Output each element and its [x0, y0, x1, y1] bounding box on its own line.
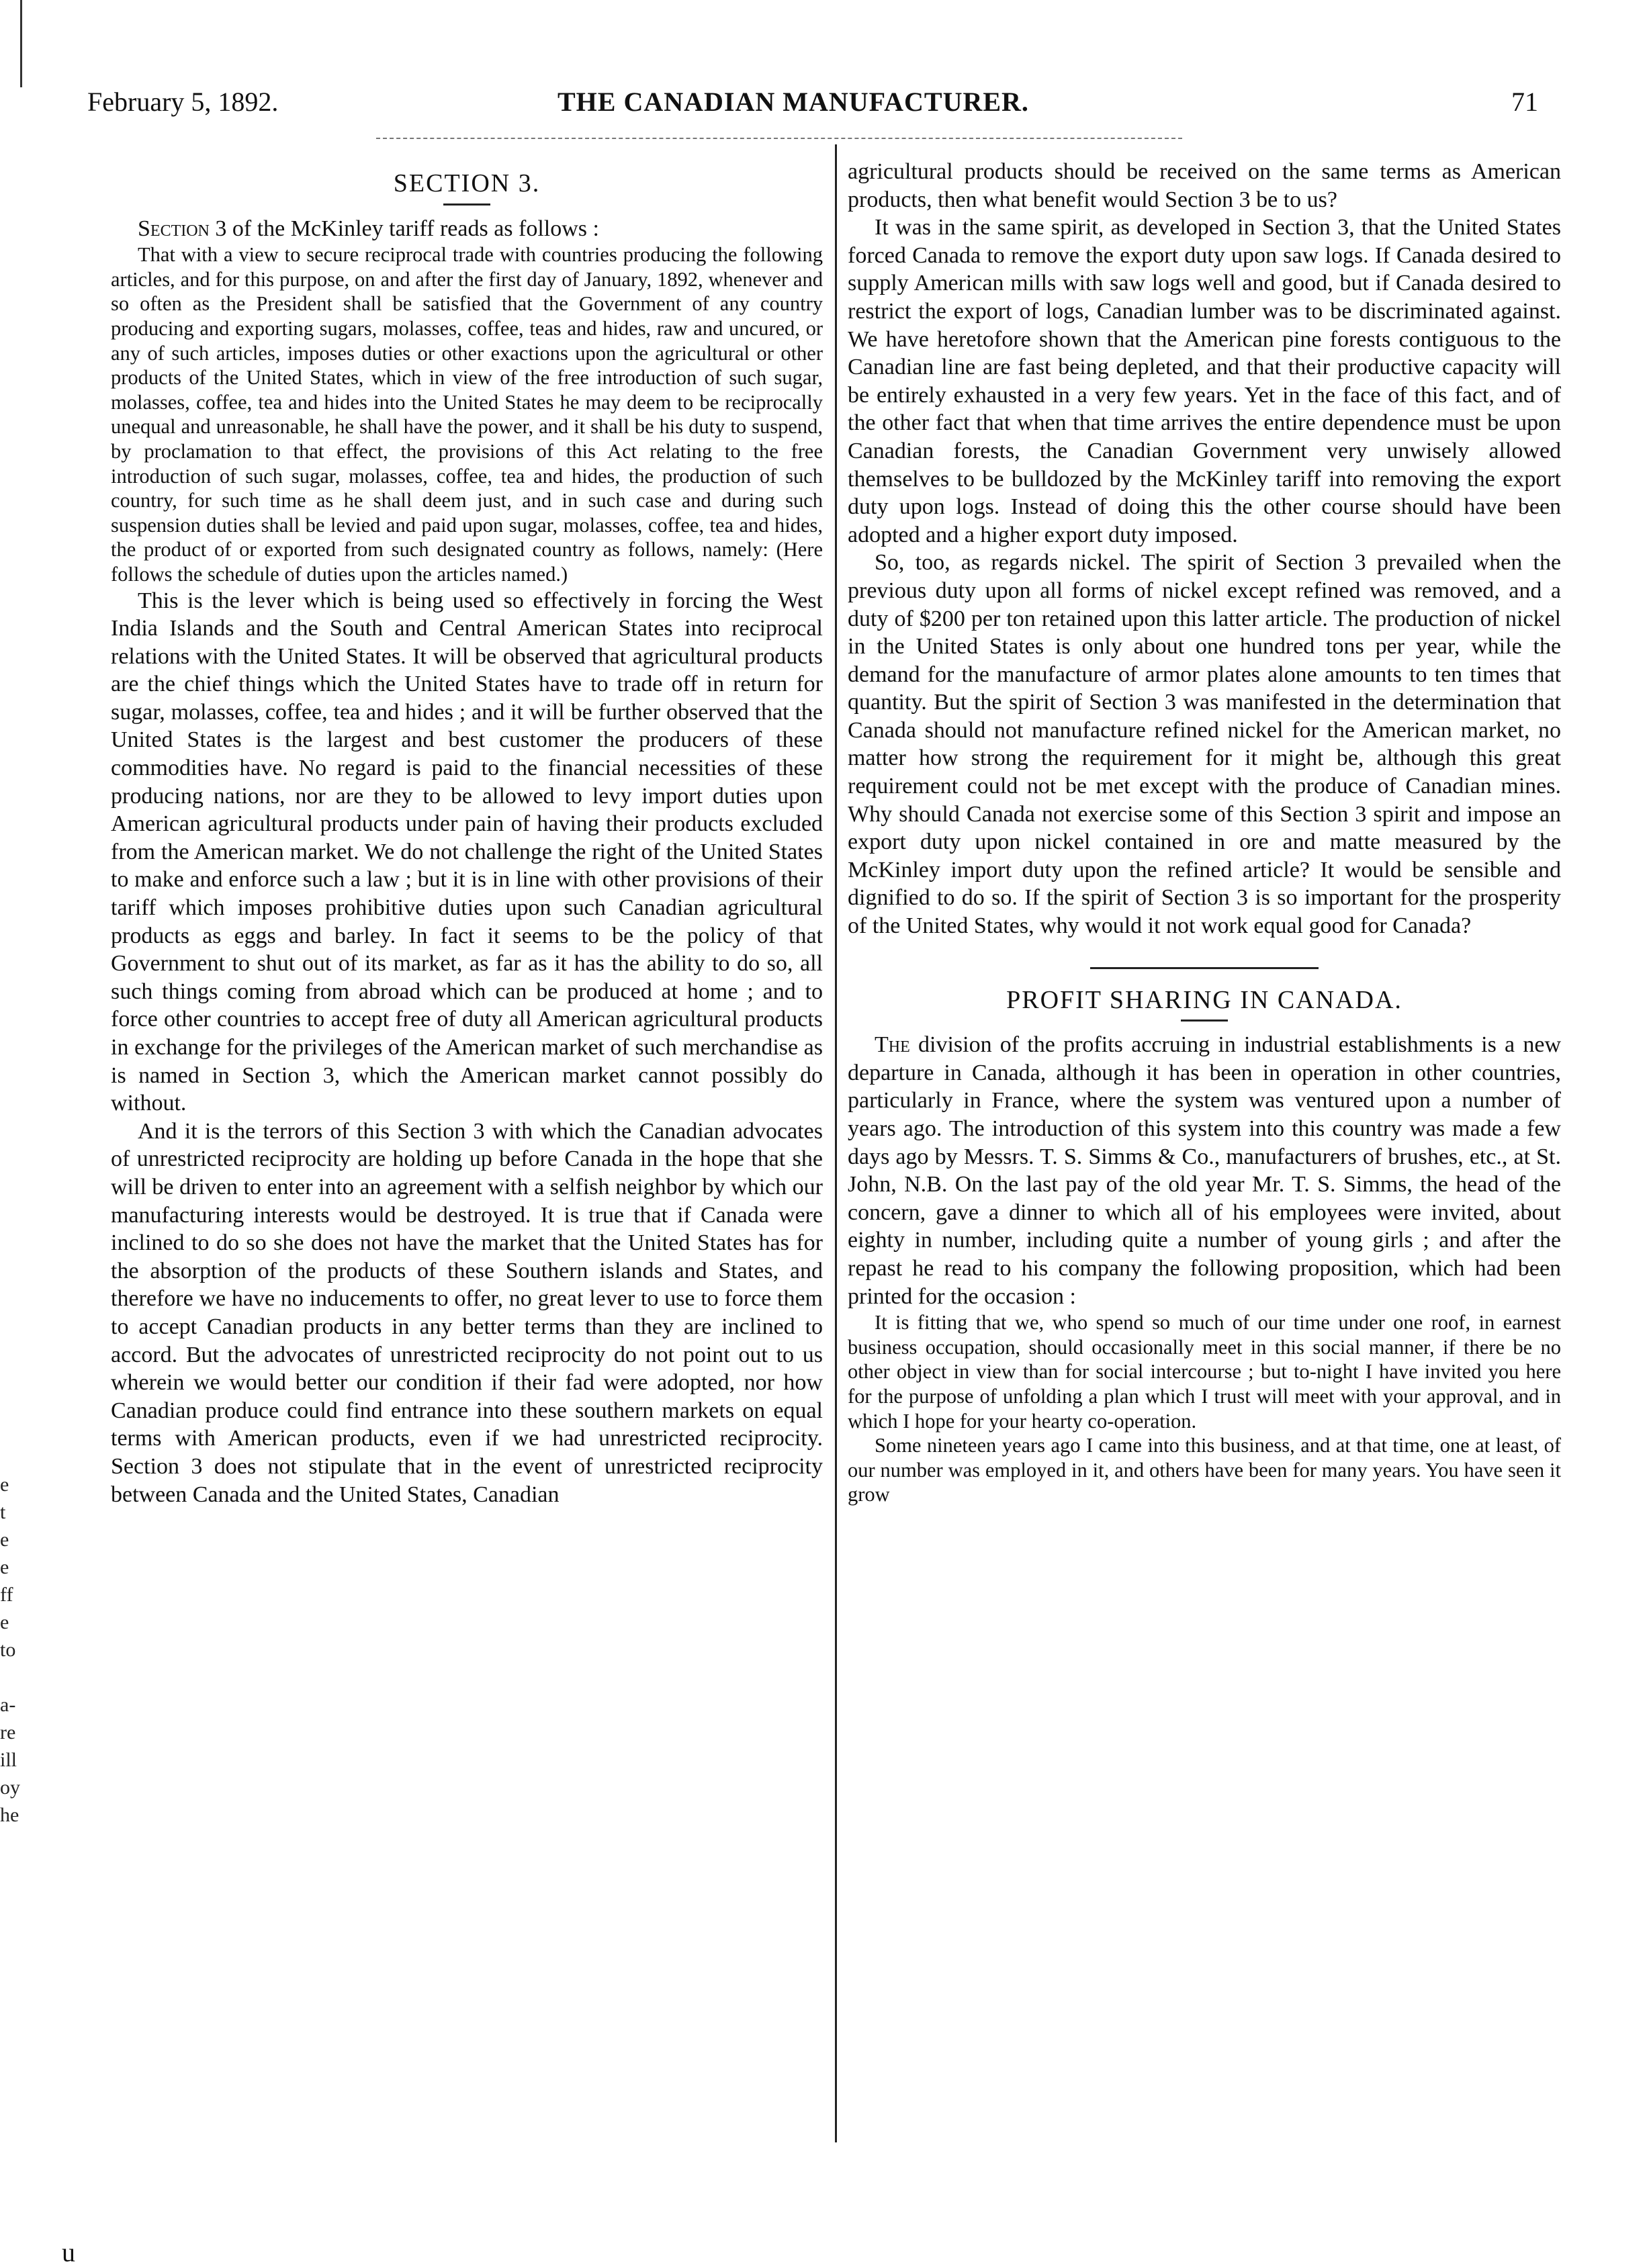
margin-fragment: e: [0, 1611, 9, 1633]
margin-fragment: [0, 1664, 27, 1691]
margin-fragments: [0, 1471, 27, 1829]
section-heading: SECTION 3.: [393, 169, 541, 197]
margin-fragment: ff: [0, 1584, 13, 1606]
left-column: [111, 158, 823, 1508]
publication-title: THE CANADIAN MANUFACTURER.: [558, 87, 1029, 117]
article-paragraph: This is the lever which is being used so effectively in forcing the West India Islands and the South and Central American States into reciprocal relations with the United States. It will be observed that agricultural products are the chief things which the United States have to trade off in return for sugar, molasses, coffee, tea and hides ; and it will be further observed that the United States is the largest and best customer the producers of these commodities have. No regard is paid to the financial necessities of these producing nations, nor are they to be allowed to levy import duties upon American agricultural products under pain of having their products excluded from the American market. We do not challenge the right of the United States to make and enforce such a law ; but it is in line with other provisions of their tariff which imposes prohibitive duties upon such Canadian agricultural products as eggs and barley. In fact it seems to be the policy of that Government to shut out of its market, as far as it has the ability to do so, all such things coming from abroad which can be produced at home ; and to force other countries to accept free of duty all American agricultural products in exchange for the privileges of the American market of such merchandise as is named in Section 3, which the American market cannot possibly do without.: [111, 588, 823, 1116]
margin-fragment: e: [0, 1529, 9, 1551]
article-paragraph: And it is the terrors of this Section 3 with which the Canadian advocates of unrestricted reciprocity are holding up before Canada in the hope that she will be driven to enter into an agreement with a selfish neighbor by which our manufacturing interests would be destroyed. It is true that if Canada were inclined to do so she does not have the market that the United States has for the absorption of the products of these Southern islands and States, and therefore we have no inducements to offer, no great lever to use to force them to accept Canadian products in any better terms than they are inclined to accord. But the advocates of unrestricted reciprocity do not point out to us wherein we would better our condition if their fad were adopted, nor how Canadian produce could find entrance into these southern markets on equal terms with American products, even if we had unrestricted reciprocity. Section 3 does not stipulate that in the event of unrestricted reciprocity between Canada and the United States, Canadian: [111, 1118, 823, 1507]
margin-fragment: ill: [0, 1749, 17, 1771]
para-text: division of the profits accruing in industrial establishments is a new departure in Canada, although it has been in operation in other countries, particularly in France, where the system was ventured upon a number of years ago. The introduction of this system into this country was made a few days ago by Messrs. T. S. Simms & Co., manufacturers of brushes, etc., at St. John, N.B. On the last pay of the old year Mr. T. S. Simms, the head of the concern, gave a dinner to which all of his employees were invited, about eighty in number, including quite a number of young girls ; and after the repast he read to his company the following proposition, which had been printed for the occasion :: [848, 1032, 1561, 1309]
margin-fragment: re: [0, 1721, 16, 1743]
page-number: 71: [1511, 87, 1538, 117]
heading-rule: [1181, 1019, 1228, 1022]
running-header: [87, 86, 1538, 126]
margin-fragment: e: [0, 1556, 9, 1578]
article-separator: [1090, 967, 1319, 969]
intro-text: 3 of the McKinley tariff reads as follows :: [209, 216, 599, 241]
article-paragraph: [848, 1031, 1561, 1310]
bottom-margin-mark: u: [62, 2237, 75, 2267]
header-rule: [376, 138, 1182, 139]
right-column: [848, 158, 1561, 1507]
margin-fragment: e: [0, 1473, 9, 1496]
section-heading: PROFIT SHARING IN CANADA.: [1006, 985, 1403, 1014]
intro-paragraph: [111, 215, 823, 243]
margin-fragment: oy: [0, 1776, 20, 1799]
scan-edge-mark: [20, 0, 26, 87]
margin-fragment: a-: [0, 1694, 16, 1716]
header-date: February 5, 1892.: [87, 87, 279, 117]
margin-fragment: t: [0, 1501, 6, 1523]
margin-fragment: to: [0, 1639, 16, 1661]
speech-quote: Some nineteen years ago I came into this business, and at that time, one at least, of our number was employed in it, and others have been for many years. You have seen it grow: [848, 1434, 1561, 1506]
margin-fragment: he: [0, 1804, 19, 1826]
column-divider: [835, 144, 837, 2142]
article-paragraph: agricultural products should be received on the same terms as American products, then what benefit would Section 3 be to us?: [848, 159, 1561, 212]
article-paragraph: It was in the same spirit, as developed in Section 3, that the United States forced Canada to remove the export duty upon saw logs. If Canada desired to supply American mills with saw logs well and good, but if Canada desired to restrict the export of logs, Canadian lumber was to be discriminated against. We have heretofore shown that the American pine forests contiguous to the Canadian line are fast being depleted, and that their productive capacity will be entirely exhausted in a very few years. Yet in the face of this fact, and of the other fact that when that time arrives the entire dependence must be upon Canadian forests, the Canadian Government very unwisely allowed themselves to be bulldozed by the McKinley tariff into removing the export duty upon logs. Instead of doing this the other course should have been adopted and a higher export duty imposed.: [848, 215, 1561, 547]
speech-quote: It is fitting that we, who spend so much of our time under one roof, in earnest business occupation, should occasionally meet in this social manner, if there be no other object in view than for social intercourse ; but to-night I have invited you here for the purpose of unfolding a plan which I trust will meet with your approval, and in which I hope for your hearty co-operation.: [848, 1311, 1561, 1433]
tariff-quote: That with a view to secure reciprocal trade with countries producing the following articles, and for this purpose, on and after the first day of January, 1892, whenever and so often as the President shall be satisfied that the Government of any country producing and exporting sugars, molasses, coffee, teas and hides, raw and uncured, or any of such articles, imposes duties or other exactions upon the agricultural or other products of the United States, which in view of the free introduction of such sugar, molasses, coffee, tea and hides into the United States he may deem to be reciprocally unequal and unreasonable, he shall have the power, and it shall be his duty to suspend, by proclamation to that effect, the provisions of this Act relating to the free introduction of such sugar, molasses, coffee, tea and hides, the production of such country, for such time as he shall deem just, and in such case and during such suspension duties shall be levied and paid upon sugar, molasses, coffee, tea and hides, the product of or exported from such designated country as follows, namely: (Here follows the schedule of duties upon the articles named.): [111, 243, 823, 586]
heading-rule: [443, 203, 490, 206]
intro-smallcaps: Section: [138, 216, 210, 241]
para-smallcaps: The: [875, 1032, 910, 1058]
article-paragraph: So, too, as regards nickel. The spirit of Section 3 prevailed when the previous duty upon all forms of nickel except refined was removed, and a duty of $200 per ton retained upon this latter article. The production of nickel in the United States is only about one hundred tons per year, while the demand for the manufacture of armor plates alone amounts to ten times that quantity. But the spirit of Section 3 was manifested in the determination that Canada should not manufacture refined nickel for the American market, no matter how strong the requirement for it might be, although this great requirement could not be met except with the produce of Canadian mines. Why should Canada not exercise some of this Section 3 spirit and impose an export duty upon nickel contained in ore and matte measured by the McKinley import duty upon the refined article? It would be sensible and dignified to do so. If the spirit of Section 3 is so important for the prosperity of the United States, why would it not work equal good for Canada?: [848, 550, 1561, 939]
